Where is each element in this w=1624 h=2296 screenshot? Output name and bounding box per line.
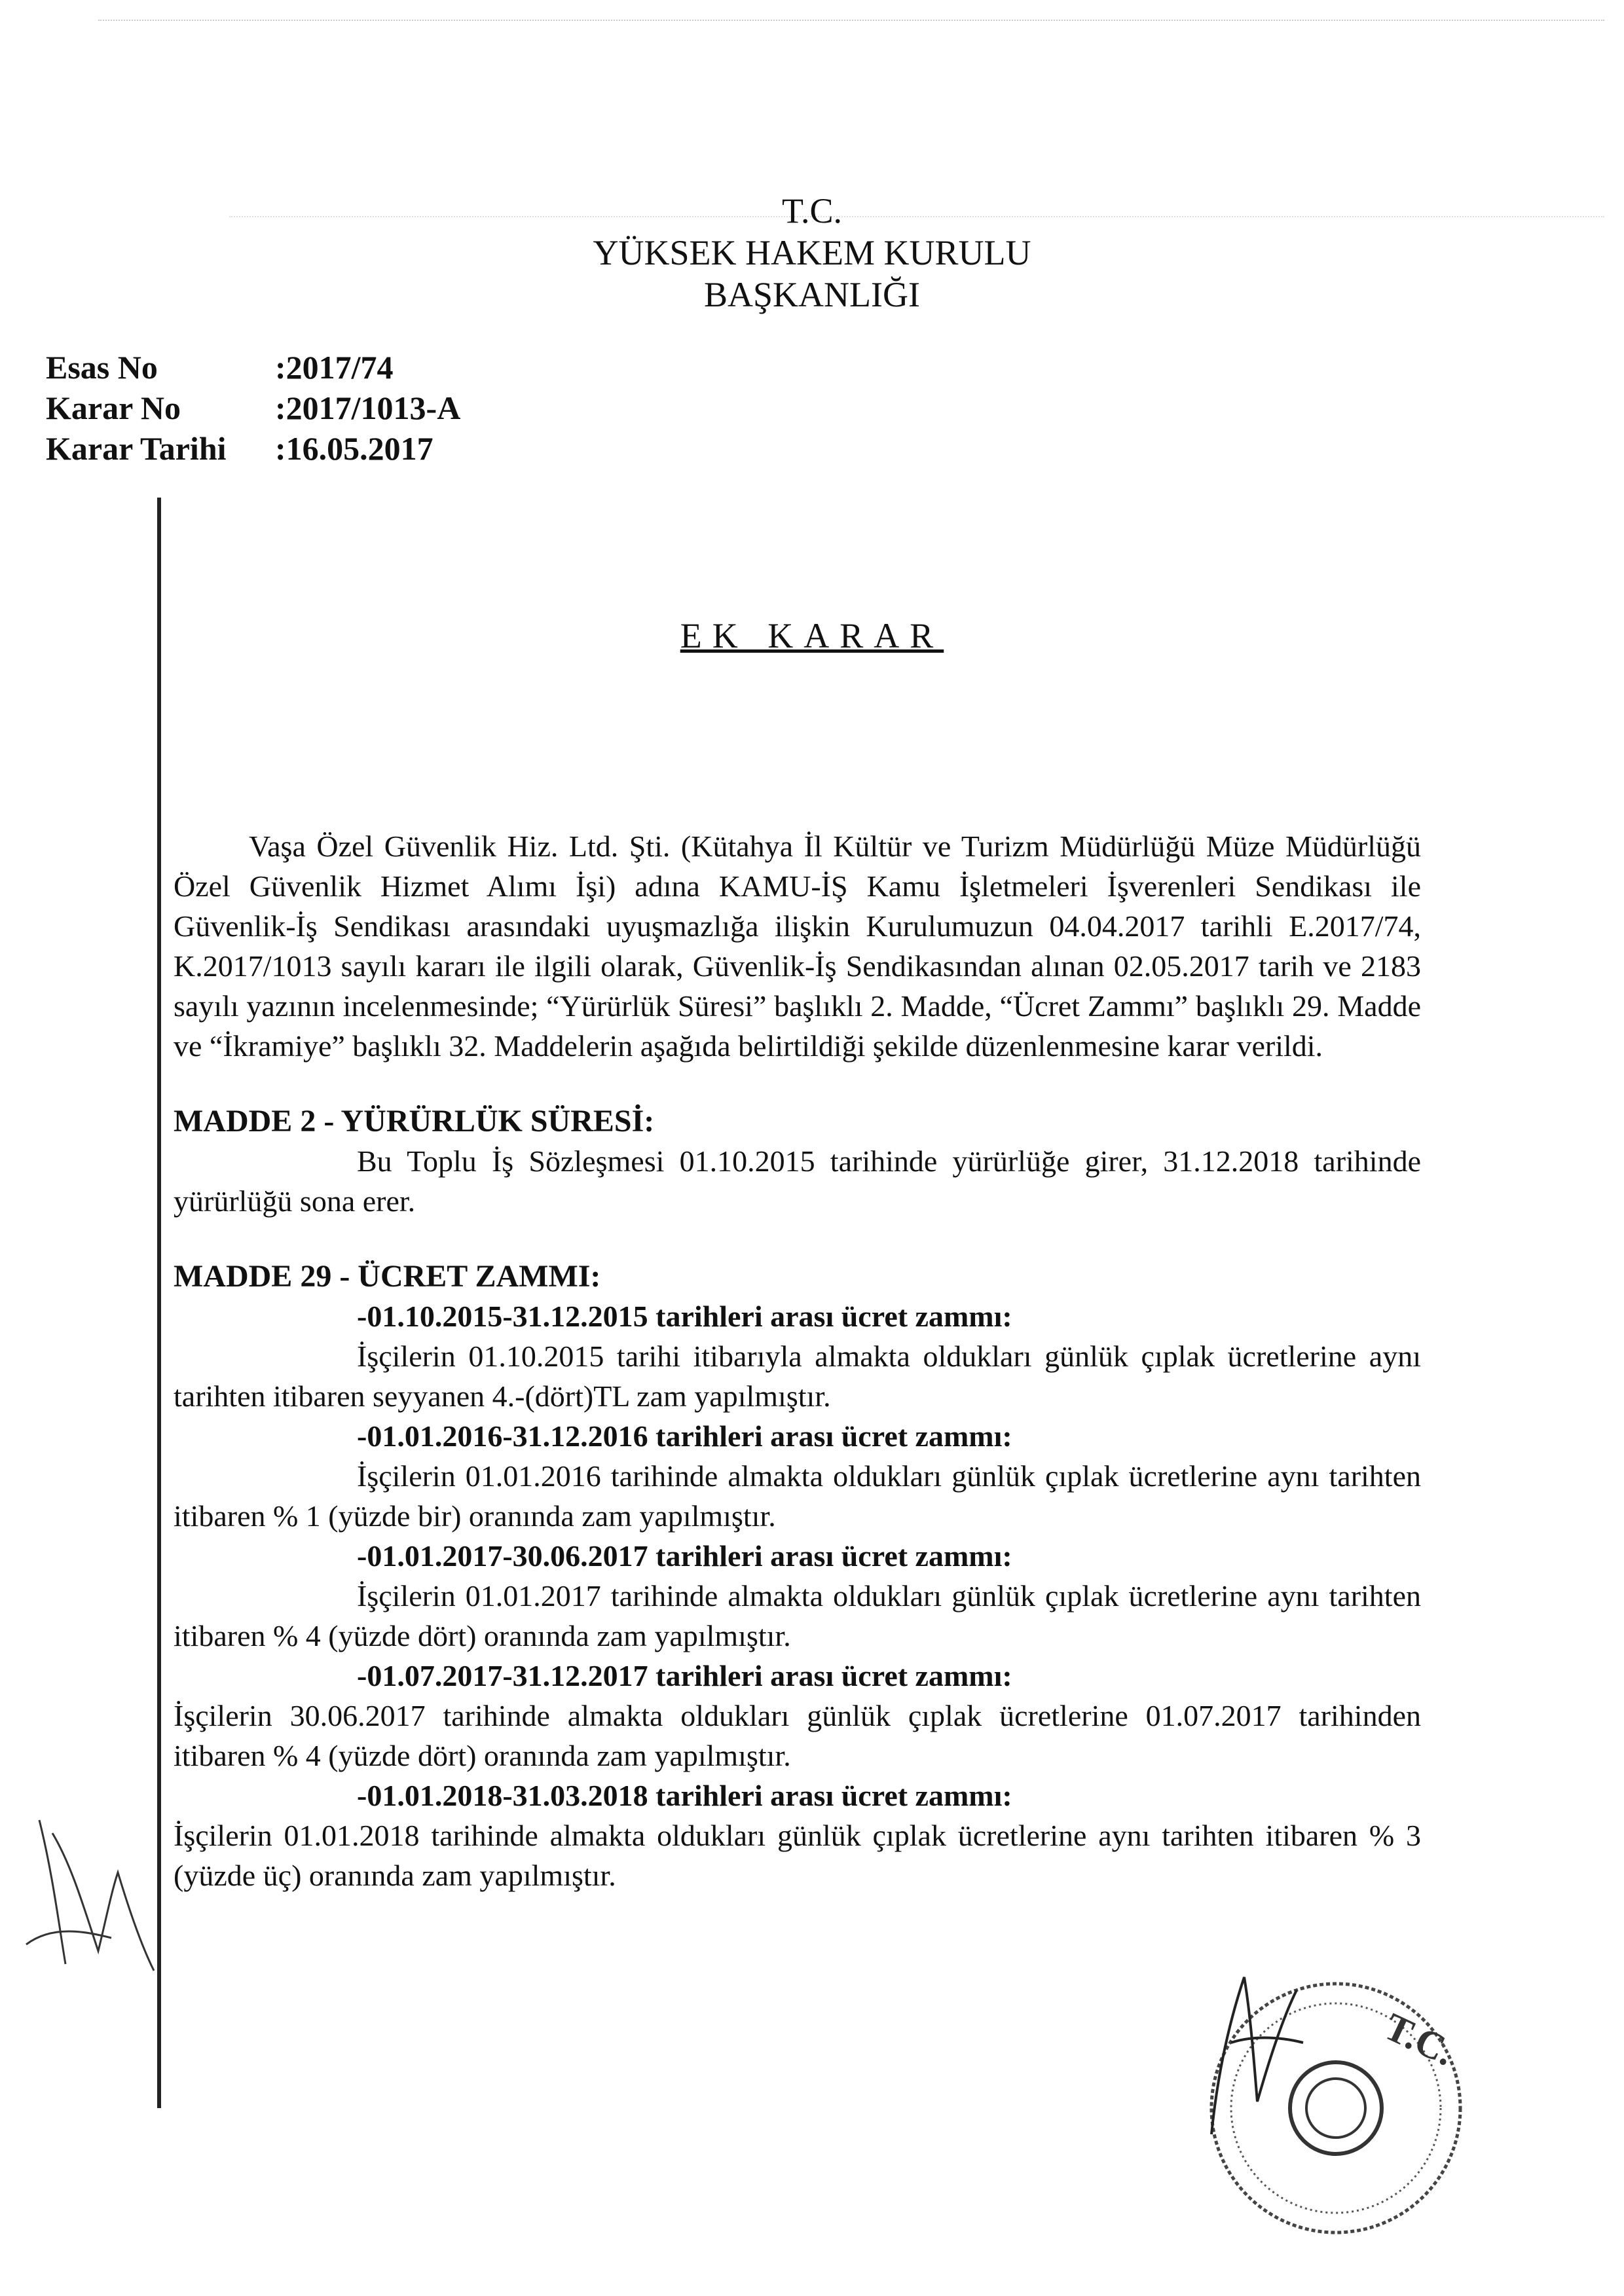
meta-label: Karar Tarihi — [46, 430, 227, 467]
document-body — [174, 826, 1421, 1895]
madde2-text: Bu Toplu İş Sözleşmesi 01.10.2015 tarihinde yürürlüğe girer, 31.12.2018 tarihinde yürürlüğü sona erer. — [174, 1144, 1421, 1218]
header-presidency: BAŞKANLIĞI — [704, 275, 920, 314]
meta-row-esas — [46, 347, 460, 388]
header-institution: YÜKSEK HAKEM KURULU — [593, 233, 1031, 272]
meta-label: Esas No — [46, 349, 158, 386]
case-metadata — [46, 347, 460, 469]
scan-artifact-line — [98, 20, 1604, 21]
period-heading: -01.10.2015-31.12.2015 tarihleri arası ücret zammı: — [357, 1300, 1012, 1333]
document-header — [0, 190, 1624, 316]
header-tc: T.C. — [782, 191, 842, 230]
document-title: EK KARAR — [680, 616, 944, 655]
period-text: İşçilerin 01.10.2015 tarihi itibarıyla almakta oldukları günlük çıplak ücretlerine aynı tarihten itibaren seyyanen 4.-(dört)TL zam yapılmıştır. — [174, 1339, 1421, 1413]
meta-value: :2017/74 — [275, 349, 394, 386]
madde2-heading: MADDE 2 - YÜRÜRLÜK SÜRESİ: — [174, 1104, 655, 1139]
period-text: İşçilerin 01.01.2016 tarihinde almakta oldukları günlük çıplak ücretlerine aynı tarihten itibaren % 1 (yüzde bir) oranında zam yapılmıştır. — [174, 1459, 1421, 1533]
meta-label: Karar No — [46, 390, 181, 426]
period-text: İşçilerin 30.06.2017 tarihinde almakta oldukları günlük çıplak ücretlerine 01.07.2017 tarihinden itibaren % 4 (yüzde dört) oranında zam yapılmıştır. — [174, 1699, 1421, 1772]
meta-row-tarih — [46, 428, 460, 469]
official-seal-stamp — [1172, 1938, 1480, 2246]
period-text: İşçilerin 01.01.2017 tarihinde almakta oldukları günlük çıplak ücretlerine aynı tarihten itibaren % 4 (yüzde dört) oranında zam yapılmıştır. — [174, 1579, 1421, 1652]
intro-paragraph: Vaşa Özel Güvenlik Hiz. Ltd. Şti. (Kütahya İl Kültür ve Turizm Müdürlüğü Müze Müdürlüğü Özel Güvenlik Hizmet Alımı İşi) adına KAMU-İŞ Kamu İşletmeleri İşverenleri Sendikası ile Güvenlik-İş Sendikası arasındaki uyuşmazlığa ilişkin Kurulumuzun 04.04.2017 tarihli E.2017/74, K.2017/1013 sayılı kararı ile ilgili olarak, Güvenlik-İş Sendikasından alınan 02.05.2017 tarih ve 2183 sayılı yazının incelenmesinde; “Yürürlük Süresi” başlıklı 2. Madde, “Ücret Zammı” başlıklı 29. Madde ve “İkramiye” başlıklı 32. Maddelerin aşağıda belirtildiği şekilde düzenlenmesine karar verildi. — [174, 829, 1421, 1063]
madde29-heading: MADDE 29 - ÜCRET ZAMMI: — [174, 1259, 601, 1294]
period-heading: -01.01.2016-31.12.2016 tarihleri arası ücret zammı: — [357, 1419, 1012, 1453]
left-signature — [13, 1794, 164, 1990]
meta-row-karar — [46, 388, 460, 428]
meta-value: :16.05.2017 — [275, 430, 434, 467]
period-text: İşçilerin 01.01.2018 tarihinde almakta oldukları günlük çıplak ücretlerine aynı tarihten itibaren % 3 (yüzde üç) oranında zam yapılmıştır. — [174, 1819, 1421, 1892]
meta-value: :2017/1013-A — [275, 390, 461, 426]
period-heading: -01.01.2018-31.03.2018 tarihleri arası ücret zammı: — [357, 1779, 1012, 1812]
stamp-text: T.C. — [1378, 2004, 1462, 2074]
period-heading: -01.01.2017-30.06.2017 tarihleri arası ücret zammı: — [357, 1539, 1012, 1573]
period-heading: -01.07.2017-31.12.2017 tarihleri arası ücret zammı: — [357, 1659, 1012, 1692]
